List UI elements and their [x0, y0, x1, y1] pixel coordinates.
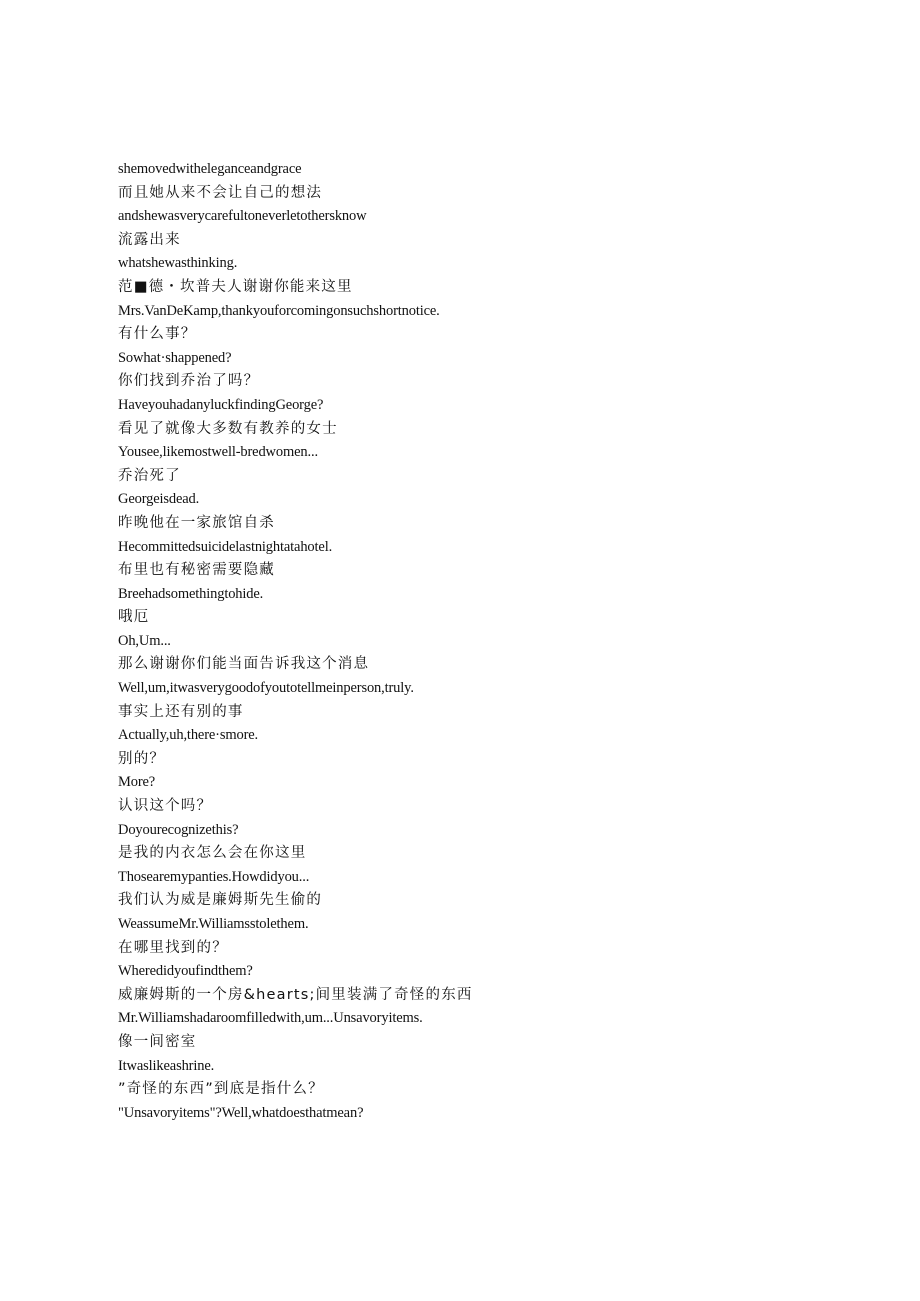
subtitle-line: Hecommittedsuicidelastnightatahotel. [118, 538, 333, 555]
subtitle-line: 乔治死了 [118, 467, 181, 484]
subtitle-line: Well,um,itwasverygoodofyoutotellmeinperson,truly. [118, 680, 414, 697]
subtitle-line: 认识这个吗？ [118, 798, 213, 815]
subtitle-line: 像一间密室 [118, 1033, 197, 1050]
subtitle-line: andshewasverycarefultoneverletothersknow [118, 208, 367, 225]
subtitle-line: shemovedwitheleganceandgrace [118, 161, 302, 177]
subtitle-line: 而且她从来不会让自己的想法 [118, 184, 323, 201]
subtitle-line: 有什么事？ [118, 326, 197, 343]
subtitle-line: 范■德・坎普夫人谢谢你能来这里 [118, 278, 353, 295]
subtitle-line: Georgeisdead. [118, 491, 200, 508]
subtitle-line: Breehadsomethingtohide. [118, 585, 264, 602]
subtitle-line: 昨晚他在一家旅馆自杀 [118, 514, 275, 531]
subtitle-line: Sowhat·shappened? [118, 349, 232, 366]
subtitle-line: Mrs.VanDeKamp,thankyouforcomingonsuchshortnotice. [118, 302, 440, 319]
subtitle-line: Actually,uh,there·smore. [118, 727, 259, 744]
subtitle-line: 你们找到乔治了吗？ [118, 373, 260, 390]
subtitle-line: 那么谢谢你们能当面告诉我这个消息 [118, 656, 370, 673]
subtitle-line: HaveyouhadanyluckfindingGeorge? [118, 396, 324, 413]
subtitle-line: Thosearemypanties.Howdidyou... [118, 868, 310, 885]
subtitle-line: WeassumeMr.Williamsstolethem. [118, 916, 309, 932]
subtitle-line: 威廉姆斯的一个房&hearts;间里装满了奇怪的东西 [118, 986, 473, 1003]
subtitle-line: 在哪里找到的？ [118, 939, 228, 956]
subtitle-line: 看见了就像大多数有教养的女士 [118, 420, 338, 437]
subtitle-line: 别的？ [118, 750, 166, 767]
subtitle-line: 布里也有秘密需要隐藏 [118, 562, 275, 579]
subtitle-line: Itwaslikeashrine. [118, 1057, 215, 1074]
subtitle-line: Wheredidyoufindthem? [118, 963, 253, 980]
subtitle-line: "Unsavoryitems"?Well,whatdoesthatmean? [118, 1104, 364, 1121]
subtitle-line: 流露出来 [118, 231, 181, 248]
subtitle-line: Oh,Um... [118, 632, 171, 649]
subtitle-line: 是我的内衣怎么会在你这里 [118, 845, 307, 862]
subtitle-line: ”奇怪的东西”到底是指什么？ [118, 1081, 324, 1098]
subtitle-document [118, 158, 818, 1125]
subtitle-line: 我们认为威是廉姆斯先生偷的 [118, 892, 323, 909]
subtitle-line: whatshewasthinking. [118, 255, 238, 272]
subtitle-line: 哦厄 [118, 609, 150, 626]
subtitle-line: More? [118, 774, 156, 791]
subtitle-line: Yousee,likemostwell-bredwomen... [118, 444, 318, 461]
subtitle-line: Mr.Williamshadaroomfilledwith,um...Unsavoryitems. [118, 1010, 423, 1027]
subtitle-line: Doyourecognizethis? [118, 821, 239, 838]
subtitle-line: 事实上还有别的事 [118, 703, 244, 720]
